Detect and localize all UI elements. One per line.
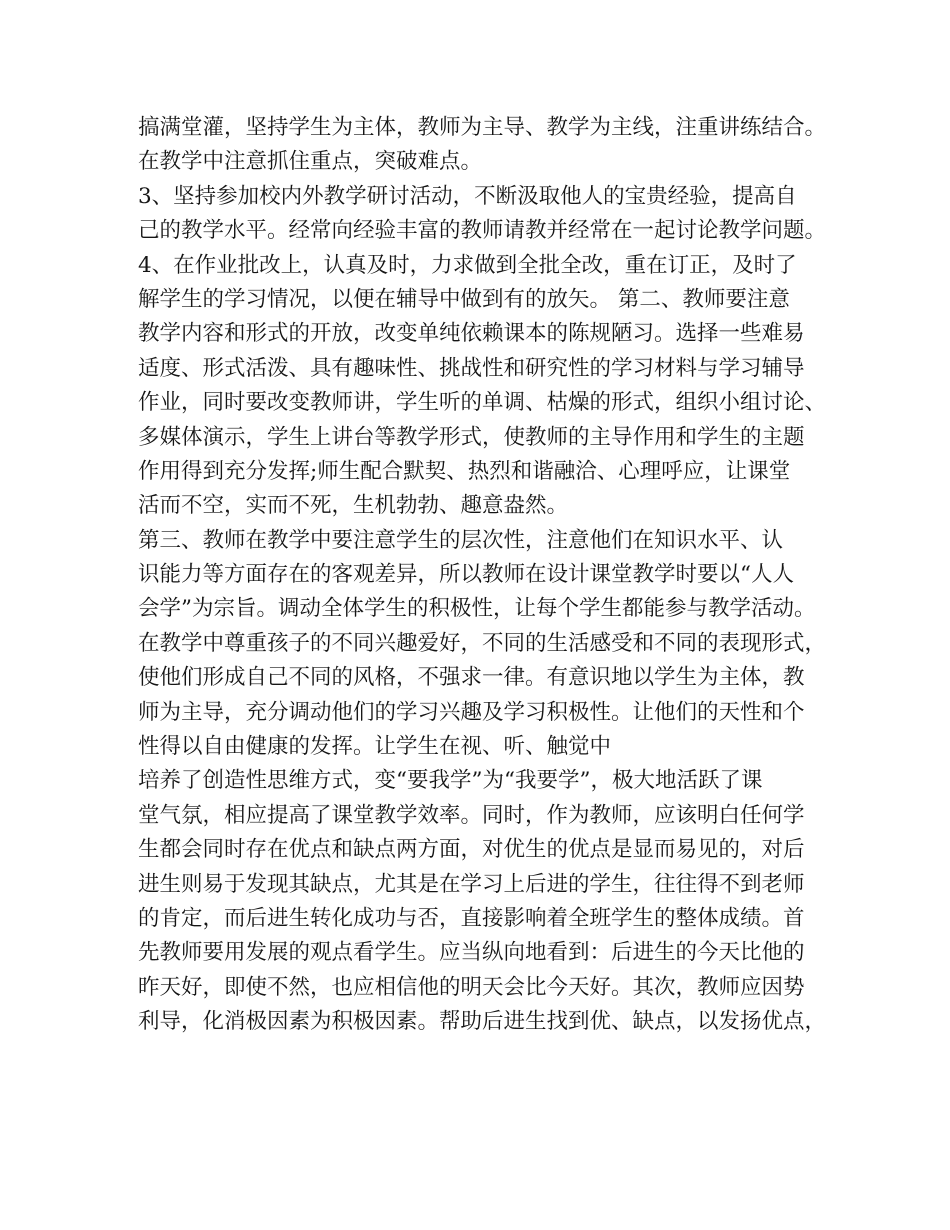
body-text [138, 111, 828, 1040]
text-line: 搞满堂灌，坚持学生为主体，教师为主导、教学为主线，注重讲练结合。 [138, 115, 827, 140]
text-line: 生都会同时存在优点和缺点两方面，对优生的优点是显而易见的，对后 [138, 837, 805, 863]
text-line: 昨天好，即使不然，也应相信他的明天会比今天好。其次，教师应因势 [138, 974, 805, 1000]
text-line: 师为主导，充分调动他们的学习兴趣及学习积极性。让他们的天性和个 [138, 699, 805, 725]
text-line: 作业，同时要改变教师讲，学生听的单调、枯燥的形式，组织小组讨论、 [138, 390, 827, 416]
text-line: 性得以自由健康的发挥。让学生在视、听、触觉中 [138, 734, 612, 760]
text-line: 适度、形式活泼、具有趣味性、挑战性和研究性的学习材料与学习辅导 [138, 355, 805, 381]
text-line: 先教师要用发展的观点看学生。应当纵向地看到：后进生的今天比他的 [138, 940, 805, 966]
text-line: 会学”为宗旨。调动全体学生的积极性，让每个学生都能参与教学活动。 [138, 596, 816, 622]
text-line: 的肯定，而后进生转化成功与否，直接影响着全班学生的整体成绩。首 [138, 905, 805, 931]
text-line: 活而不空，实而不死，生机勃勃、趣意盎然。 [138, 493, 569, 519]
text-line: 多媒体演示，学生上讲台等教学形式，使教师的主导作用和学生的主题 [138, 424, 805, 450]
text-line: 在教学中注意抓住重点，突破难点。 [138, 149, 483, 175]
text-line: 3、坚持参加校内外教学研讨活动，不断汲取他人的宝贵经验，提高自 [138, 183, 797, 209]
text-line: 在教学中尊重孩子的不同兴趣爱好，不同的生活感受和不同的表现形式， [138, 630, 827, 656]
text-line: 进生则易于发现其缺点，尤其是在学习上后进的学生，往往得不到老师 [138, 871, 805, 897]
text-line: 堂气氛，相应提高了课堂教学效率。同时，作为教师，应该明白任何学 [138, 802, 805, 828]
text-line: 第三、教师在教学中要注意学生的层次性，注意他们在知识水平、认 [138, 527, 784, 553]
text-line: 4、在作业批改上，认真及时，力求做到全批全改，重在订正，及时了 [138, 252, 797, 278]
text-line: 识能力等方面存在的客观差异，所以教师在设计课堂教学时要以“人人 [138, 562, 794, 588]
text-line: 解学生的学习情况，以便在辅导中做到有的放矢。 第二、教师要注意 [138, 286, 790, 312]
text-line: 己的教学水平。经常向经验丰富的教师请教并经常在一起讨论教学问题。 [138, 218, 827, 244]
text-line: 利导，化消极因素为积极因素。帮助后进生找到优、缺点，以发扬优点， [138, 1009, 827, 1035]
text-line: 使他们形成自己不同的风格，不强求一律。有意识地以学生为主体，教 [138, 665, 805, 691]
text-line: 作用得到充分发挥;师生配合默契、热烈和谐融洽、心理呼应，让课堂 [138, 458, 791, 484]
text-line: 培养了创造性思维方式，变“要我学”为“我要学”，极大地活跃了课 [138, 768, 763, 794]
text-line: 教学内容和形式的开放，改变单纯依赖课本的陈规陋习。选择一些难易 [138, 321, 805, 347]
